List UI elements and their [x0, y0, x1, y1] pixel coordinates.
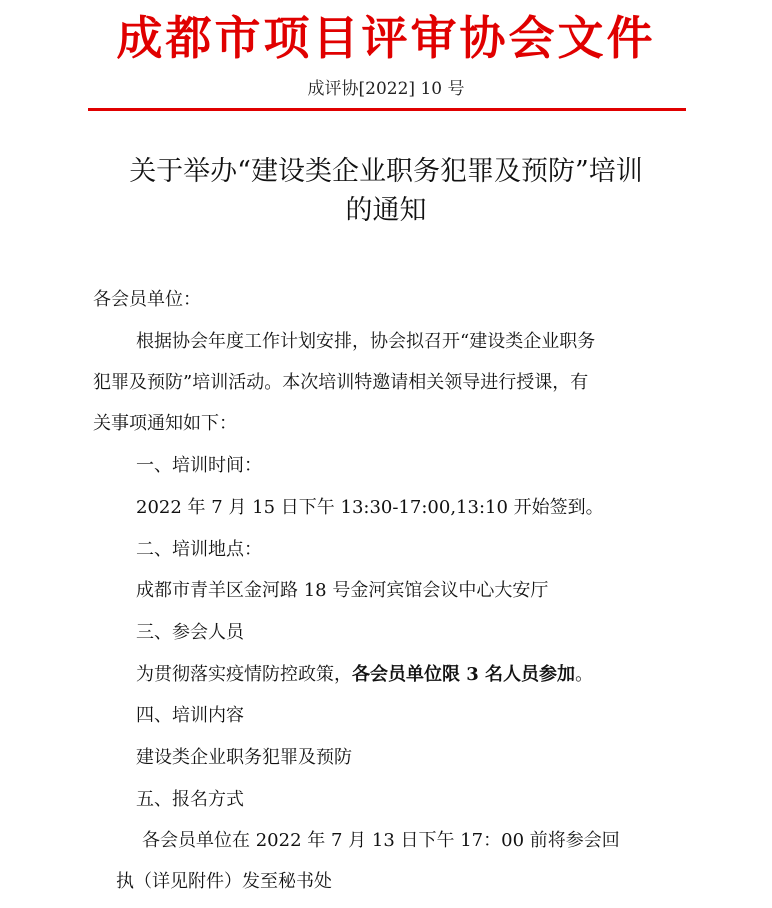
section-3-heading: 三、参会人员 [136, 622, 244, 643]
intro-line-2: 犯罪及预防”培训活动。本次培训特邀请相关领导进行授课，有 [93, 372, 589, 393]
section-5-content-line-2: 执（详见附件）发至秘书处 [116, 871, 332, 892]
section-1-heading: 一、培训时间： [136, 455, 262, 476]
section-2-heading: 二、培训地点： [136, 539, 262, 560]
section-4-content: 建设类企业职务犯罪及预防 [136, 747, 352, 768]
intro-line-1: 根据协会年度工作计划安排，协会拟召开“建设类企业职务 [136, 331, 596, 352]
notice-title-line-2: 的通知 [345, 195, 427, 226]
notice-title-line-1: 关于举办“建设类企业职务犯罪及预防”培训 [129, 156, 643, 187]
red-rule-divider [88, 108, 686, 111]
doc-number: 成评协[2022] 10 号 [307, 79, 465, 99]
section-3-content [136, 662, 593, 688]
section-3-content-suffix: 。 [575, 664, 594, 685]
section-5-content-line-1: 各会员单位在 2022 年 7 月 13 日下午 17：00 前将参会回 [142, 830, 620, 851]
intro-line-3: 关事项通知如下： [93, 413, 237, 434]
notice-title [60, 152, 712, 230]
section-3-content-emphasis: 各会员单位限 3 名人员参加 [352, 664, 576, 685]
org-title: 成都市项目评审协会文件 [116, 11, 656, 65]
section-4-heading: 四、培训内容 [136, 705, 244, 726]
section-1-content: 2022 年 7 月 15 日下午 13:30-17:00,13:10 开始签到。 [136, 497, 604, 518]
section-2-content: 成都市青羊区金河路 18 号金河宾馆会议中心大安厅 [136, 580, 549, 601]
section-5-heading: 五、报名方式 [136, 789, 244, 810]
salutation: 各会员单位： [93, 289, 201, 310]
section-3-content-prefix: 为贯彻落实疫情防控政策， [136, 664, 352, 685]
